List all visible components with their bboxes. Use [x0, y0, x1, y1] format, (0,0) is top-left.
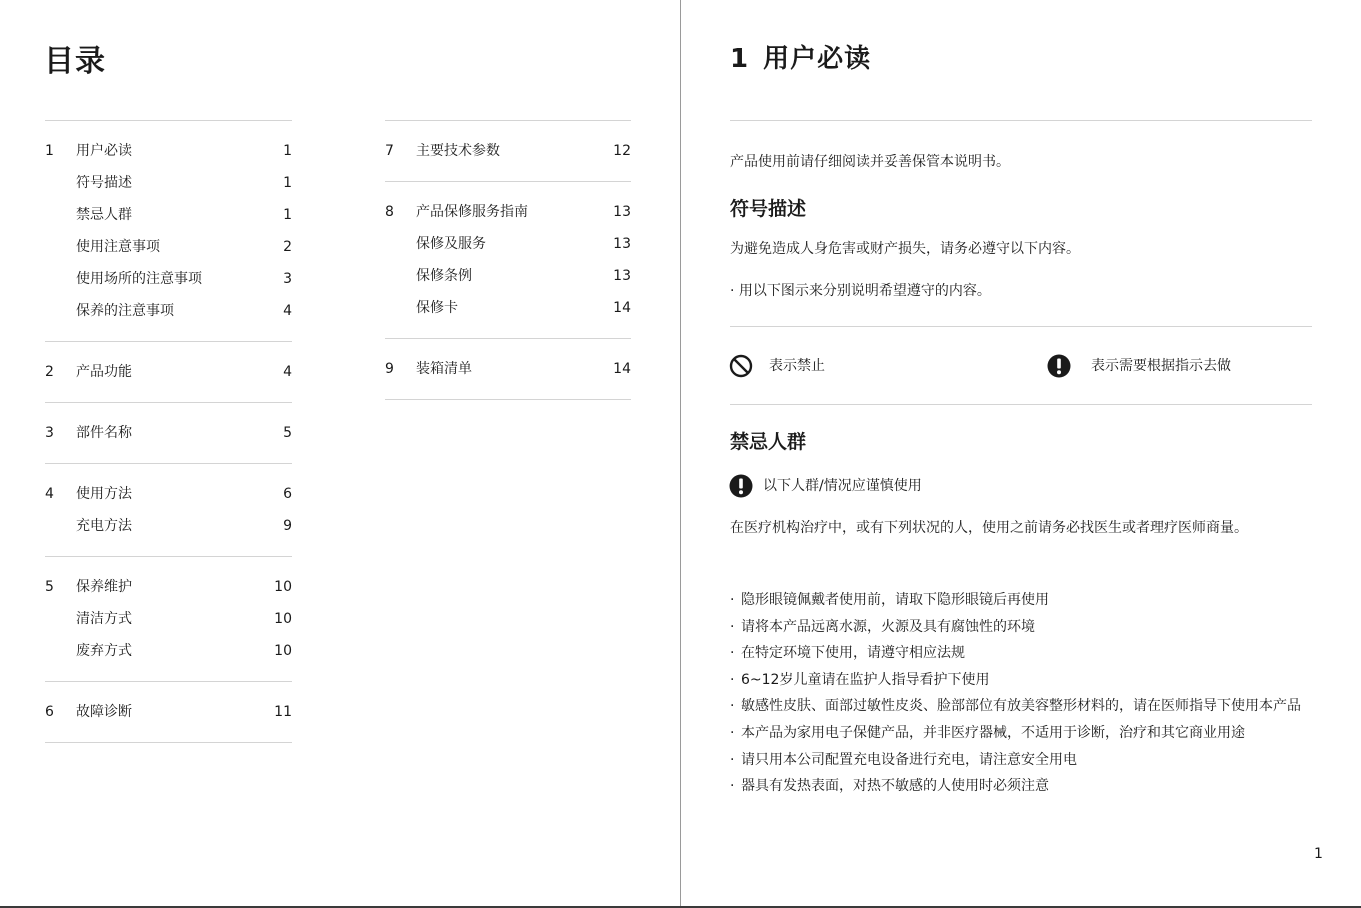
toc-entry-number: 4 — [45, 486, 54, 502]
toc-entry-number: 9 — [385, 361, 394, 377]
toc-entry-page: 3 — [283, 271, 292, 287]
chapter-title — [730, 38, 871, 75]
toc-entry-label: 充电方法 — [76, 518, 132, 534]
list-item: · 隐形眼镜佩戴者使用前，请取下隐形眼镜后再使用 — [730, 587, 1315, 614]
toc-entry-page: 1 — [283, 143, 292, 159]
toc-entry-number: 5 — [45, 579, 54, 595]
toc-entry-number: 1 — [45, 143, 54, 159]
section-title-contraindications: 禁忌人群 — [730, 431, 807, 453]
toc-entry-label: 使用场所的注意事项 — [76, 271, 202, 287]
toc-entry-page: 12 — [613, 143, 631, 159]
divider — [730, 404, 1312, 405]
section-title-symbols: 符号描述 — [730, 198, 807, 220]
toc-entry-page: 4 — [283, 364, 292, 380]
toc-title: 目录 — [44, 44, 106, 79]
toc-entry-page: 9 — [283, 518, 292, 534]
prohibition-icon — [729, 354, 753, 378]
toc-entry-page: 10 — [274, 643, 292, 659]
toc-entry-label: 故障诊断 — [76, 704, 132, 720]
toc-entry-page: 13 — [613, 236, 631, 252]
toc-entry-number: 7 — [385, 143, 394, 159]
toc-entry-label: 产品保修服务指南 — [416, 204, 528, 220]
exclamation-icon — [1047, 354, 1071, 378]
toc-entry-label: 废弃方式 — [76, 643, 132, 659]
list-item: · 在特定环境下使用，请遵守相应法规 — [730, 640, 1315, 667]
toc-entry-number: 3 — [45, 425, 54, 441]
list-item: · 请将本产品远离水源，火源及具有腐蚀性的环境 — [730, 614, 1315, 641]
toc-entry-page: 10 — [274, 611, 292, 627]
toc-entry-page: 5 — [283, 425, 292, 441]
toc-entry-label: 使用方法 — [76, 486, 132, 502]
list-item: · 本产品为家用电子保健产品，并非医疗器械，不适用于诊断，治疗和其它商业用途 — [730, 720, 1315, 747]
toc-entry-label: 使用注意事项 — [76, 239, 160, 255]
toc-entry-label: 保养的注意事项 — [76, 303, 174, 319]
toc-entry-number: 6 — [45, 704, 54, 720]
exclamation-icon — [729, 474, 753, 498]
toc-entry-page: 14 — [613, 300, 631, 316]
divider — [730, 120, 1312, 121]
toc-entry-number: 2 — [45, 364, 54, 380]
contraindications-list — [730, 587, 1315, 800]
toc-entry-label: 禁忌人群 — [76, 207, 132, 223]
toc-entry-label: 符号描述 — [76, 175, 132, 191]
intro-text: 产品使用前请仔细阅读并妥善保管本说明书。 — [730, 154, 1010, 170]
page-number: 1 — [1314, 846, 1323, 862]
warning-caution-label: 以下人群/情况应谨慎使用 — [763, 478, 922, 494]
toc-entry-label: 主要技术参数 — [416, 143, 500, 159]
toc-entry-page: 1 — [283, 175, 292, 191]
toc-entry-label: 清洁方式 — [76, 611, 132, 627]
toc-entry-page: 6 — [283, 486, 292, 502]
contraindications-text: 在医疗机构治疗中，或有下列状况的人，使用之前请务必找医生或者理疗医师商量。 — [730, 520, 1248, 536]
toc-entry-label: 保修及服务 — [416, 236, 486, 252]
symbol-mandatory-label: 表示需要根据指示去做 — [1091, 358, 1231, 374]
toc-entry-label: 装箱清单 — [416, 361, 472, 377]
toc-entry-label: 保养维护 — [76, 579, 132, 595]
toc-entry-label: 用户必读 — [76, 143, 132, 159]
list-item: · 敏感性皮肤、面部过敏性皮炎、脸部部位有放美容整形材料的，请在医师指导下使用本产品 — [730, 693, 1315, 720]
toc-entry-label: 保修卡 — [416, 300, 458, 316]
toc-entry-number: 8 — [385, 204, 394, 220]
toc-entry-page: 1 — [283, 207, 292, 223]
toc-entry-label: 保修条例 — [416, 268, 472, 284]
toc-entry-page: 10 — [274, 579, 292, 595]
symbols-text-1: 为避免造成人身危害或财产损失，请务必遵守以下内容。 — [730, 241, 1080, 257]
list-item: · 请只用本公司配置充电设备进行充电，请注意安全用电 — [730, 747, 1315, 774]
toc-entry-page: 14 — [613, 361, 631, 377]
toc-entry-page: 11 — [274, 704, 292, 720]
chapter-title-text: 用户必读 — [763, 44, 872, 74]
list-item: · 器具有发热表面，对热不敏感的人使用时必须注意 — [730, 773, 1315, 800]
toc-entry-label: 产品功能 — [76, 364, 132, 380]
toc-entry-label: 部件名称 — [76, 425, 132, 441]
list-item: · 6~12岁儿童请在监护人指导看护下使用 — [730, 667, 1315, 694]
divider — [730, 326, 1312, 327]
toc-entry-page: 13 — [613, 268, 631, 284]
toc-entry-page: 13 — [613, 204, 631, 220]
toc-entry-page: 4 — [283, 303, 292, 319]
toc-entry-page: 2 — [283, 239, 292, 255]
symbols-text-2: · 用以下图示来分别说明希望遵守的内容。 — [730, 283, 991, 299]
chapter-number: 1 — [730, 44, 750, 74]
symbol-prohibit-label: 表示禁止 — [769, 358, 825, 374]
